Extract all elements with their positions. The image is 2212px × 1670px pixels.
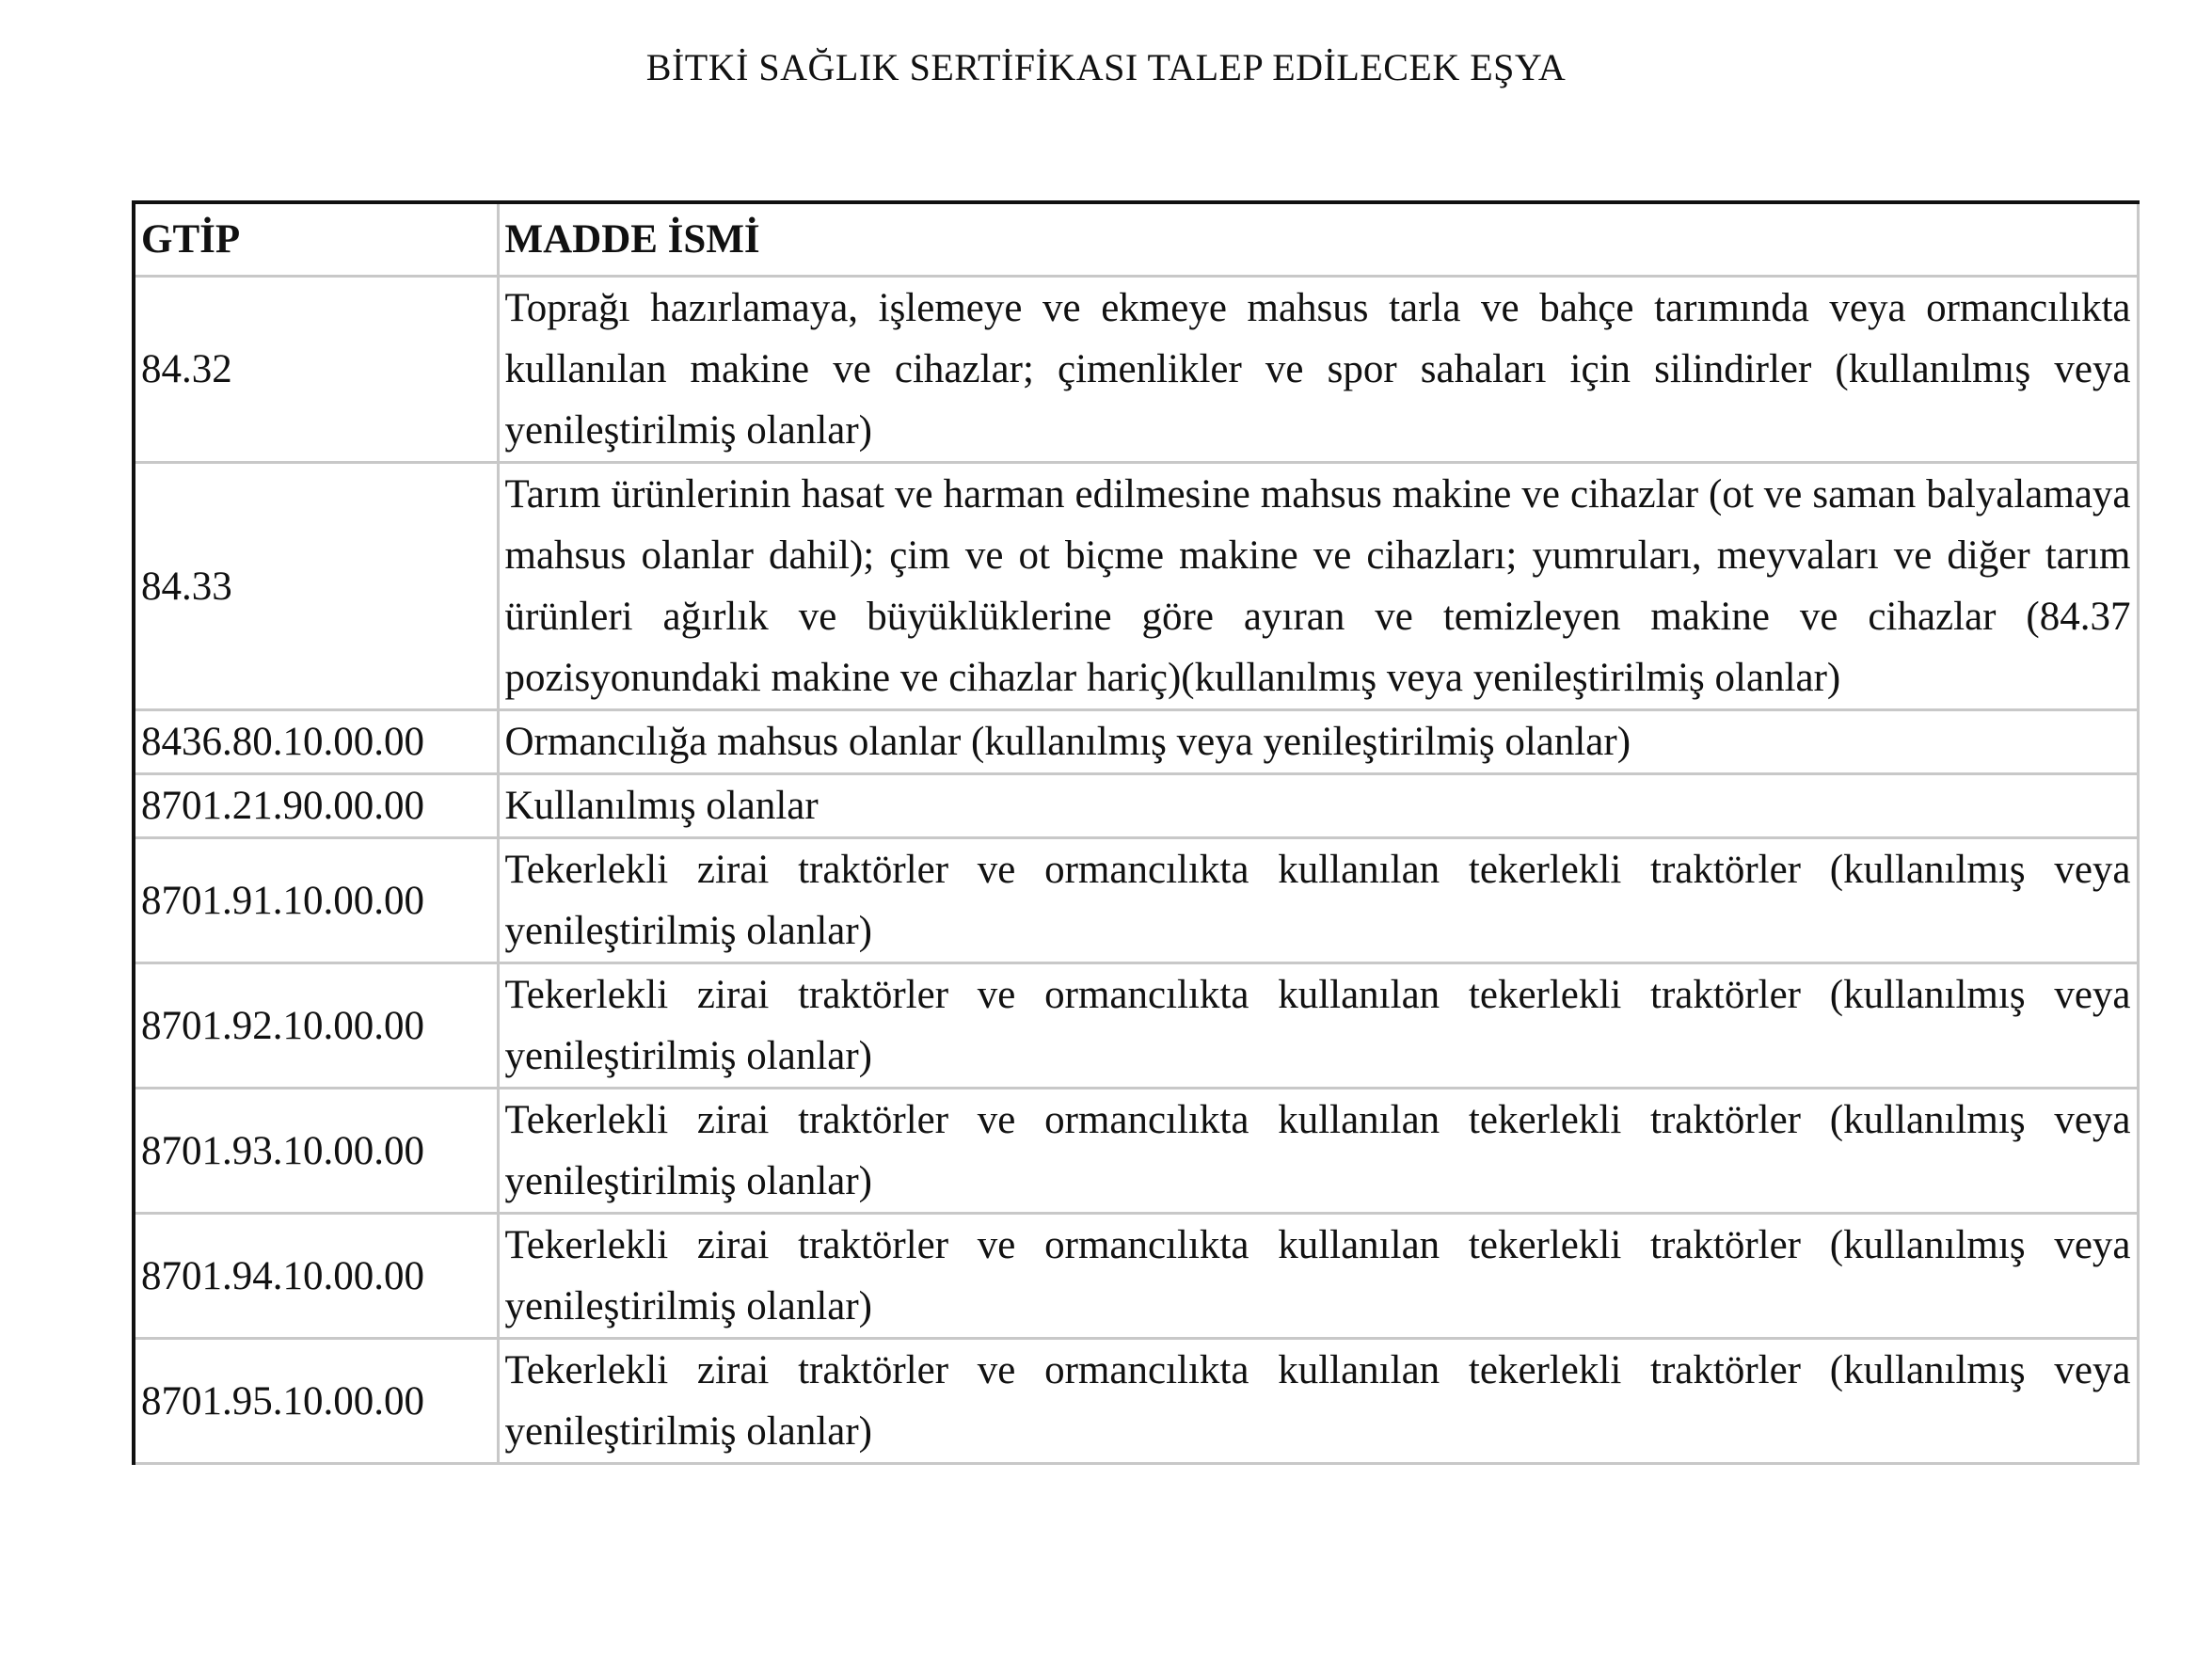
gtip-code-cell: 8701.95.10.00.00 bbox=[134, 1339, 498, 1464]
table-header-row bbox=[134, 202, 2138, 277]
gtip-code-cell: 8701.92.10.00.00 bbox=[134, 963, 498, 1089]
table-row bbox=[134, 1214, 2138, 1339]
table-row bbox=[134, 277, 2138, 463]
item-name-cell: Tekerlekli zirai traktörler ve ormancılıkta kullanılan tekerlekli traktörler (kullanılmış veya yenileştirilmiş olanlar) bbox=[498, 1339, 2138, 1464]
item-name-cell: Kullanılmış olanlar bbox=[498, 774, 2138, 838]
table-row bbox=[134, 710, 2138, 774]
gtip-code-cell: 8701.93.10.00.00 bbox=[134, 1089, 498, 1214]
item-name-cell: Tekerlekli zirai traktörler ve ormancılıkta kullanılan tekerlekli traktörler (kullanılmış veya yenileştirilmiş olanlar) bbox=[498, 838, 2138, 963]
gtip-code-cell: 84.32 bbox=[134, 277, 498, 463]
item-name-cell: Tekerlekli zirai traktörler ve ormancılıkta kullanılan tekerlekli traktörler (kullanılmış veya yenileştirilmiş olanlar) bbox=[498, 1214, 2138, 1339]
header-gtip: GTİP bbox=[134, 202, 498, 277]
item-name-cell: Tarım ürünlerinin hasat ve harman edilmesine mahsus makine ve cihazlar (ot ve saman balyalamaya mahsus olanlar dahil); çim ve ot biçme makine ve cihazları; yumruları, meyvaları ve diğer tarım ürünleri ağırlık ve büyüklüklerine göre ayıran ve temizleyen makine ve cihazlar (84.37 pozisyonundaki makine ve cihazlar hariç)(kullanılmış veya yenileştirilmiş olanlar) bbox=[498, 463, 2138, 710]
item-name-cell: Toprağı hazırlamaya, işlemeye ve ekmeye mahsus tarla ve bahçe tarımında veya ormancılıkta kullanılan makine ve cihazlar; çimenlikler ve spor sahaları için silindirler (kullanılmış veya yenileştirilmiş olanlar) bbox=[498, 277, 2138, 463]
item-name-cell: Tekerlekli zirai traktörler ve ormancılıkta kullanılan tekerlekli traktörler (kullanılmış veya yenileştirilmiş olanlar) bbox=[498, 963, 2138, 1089]
gtip-code-cell: 8701.91.10.00.00 bbox=[134, 838, 498, 963]
table-row bbox=[134, 963, 2138, 1089]
goods-table bbox=[132, 200, 2140, 1465]
header-madde-ismi: MADDE İSMİ bbox=[498, 202, 2138, 277]
table-row bbox=[134, 1339, 2138, 1464]
table-row bbox=[134, 1089, 2138, 1214]
gtip-code-cell: 8701.21.90.00.00 bbox=[134, 774, 498, 838]
gtip-code-cell: 84.33 bbox=[134, 463, 498, 710]
table-row bbox=[134, 774, 2138, 838]
item-name-cell: Ormancılığa mahsus olanlar (kullanılmış veya yenileştirilmiş olanlar) bbox=[498, 710, 2138, 774]
table-row bbox=[134, 463, 2138, 710]
document-title: BİTKİ SAĞLIK SERTİFİKASI TALEP EDİLECEK EŞYA bbox=[645, 46, 1567, 88]
gtip-code-cell: 8701.94.10.00.00 bbox=[134, 1214, 498, 1339]
table-row bbox=[134, 838, 2138, 963]
goods-table-container bbox=[132, 200, 2136, 1465]
item-name-cell: Tekerlekli zirai traktörler ve ormancılıkta kullanılan tekerlekli traktörler (kullanılmış veya yenileştirilmiş olanlar) bbox=[498, 1089, 2138, 1214]
gtip-code-cell: 8436.80.10.00.00 bbox=[134, 710, 498, 774]
